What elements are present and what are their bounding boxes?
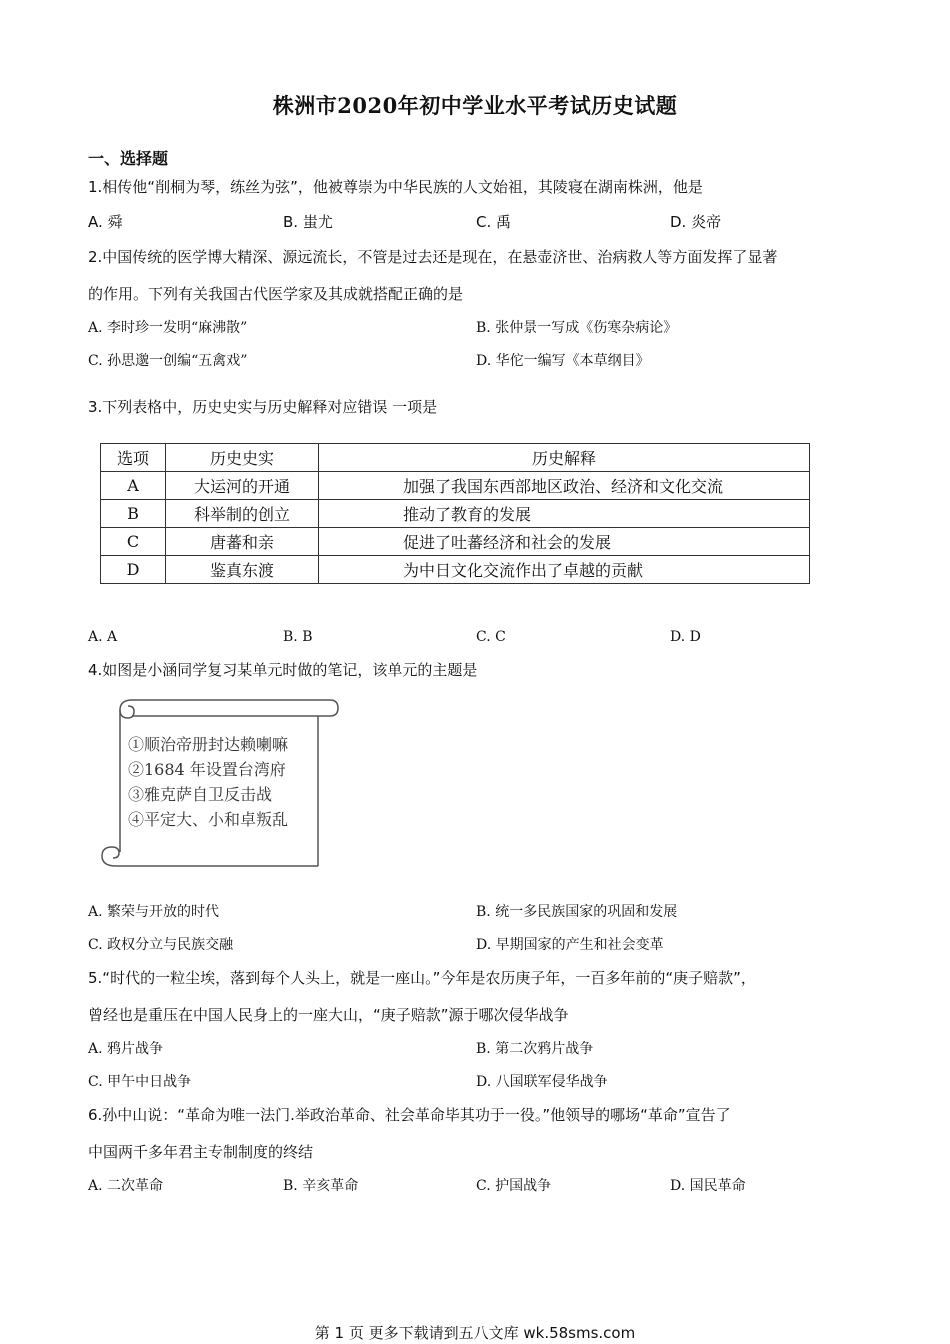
exam-title: 株洲市2020年初中学业水平考试历史试题 <box>272 93 678 118</box>
option-c: C. 甲午中日战争 <box>88 1074 192 1090</box>
table-cell: 大运河的开通 <box>166 472 319 500</box>
table-cell: 促进了吐蕃经济和社会的发展 <box>319 528 810 556</box>
option-d: D. 华佗一编写《本草纲目》 <box>476 353 650 369</box>
option-a: A. A <box>88 629 118 645</box>
option-a: A. 鸦片战争 <box>88 1041 164 1057</box>
table-row <box>101 472 810 500</box>
option-c: C. C <box>476 629 506 645</box>
table-row <box>101 528 810 556</box>
section-heading: 一、选择题 <box>88 149 169 168</box>
option-c: C. 孙思邈一创编“五禽戏” <box>88 353 248 369</box>
option-d: D. 早期国家的产生和社会变革 <box>476 937 664 953</box>
option-c: C. 政权分立与民族交融 <box>88 937 234 953</box>
option-d: D. 八国联军侵华战争 <box>476 1074 608 1090</box>
history-table <box>100 443 810 584</box>
option-b: B. 第二次鸦片战争 <box>476 1041 594 1057</box>
question-1-stem: 1.相传他“削桐为琴，练丝为弦”，他被尊崇为中华民族的人文始祖，其陵寝在湖南株洲，他是 <box>88 178 703 196</box>
question-6-stem-line1: 6.孙中山说：“革命为唯一法门.举政治革命、社会革命毕其功于一役。”他领导的哪场“革命”宣告了 <box>88 1106 731 1124</box>
note-line: ①顺治帝册封达赖喇嘛 <box>128 735 289 754</box>
table-cell: 加强了我国东西部地区政治、经济和文化交流 <box>319 472 810 500</box>
table-cell: 唐蕃和亲 <box>166 528 319 556</box>
table-cell: 为中日文化交流作出了卓越的贡献 <box>319 556 810 584</box>
option-a: A. 繁荣与开放的时代 <box>88 904 220 920</box>
question-2-stem-line2: 的作用。下列有关我国古代医学家及其成就搭配正确的是 <box>88 285 464 303</box>
table-cell: 推动了教育的发展 <box>319 500 810 528</box>
option-b: B. 统一多民族国家的巩固和发展 <box>476 904 678 920</box>
note-line: ③雅克萨自卫反击战 <box>128 785 273 804</box>
option-d: D. 炎帝 <box>670 213 722 231</box>
option-c: C. 禹 <box>476 213 512 231</box>
table-cell: D <box>101 556 166 584</box>
option-a: A. 李时珍一发明“麻沸散” <box>88 320 248 336</box>
question-4-stem: 4.如图是小涵同学复习某单元时做的笔记，该单元的主题是 <box>88 661 478 679</box>
note-line: ④平定大、小和卓叛乱 <box>128 810 289 829</box>
question-3-stem: 3.下列表格中，历史史实与历史解释对应错误 一项是 <box>88 398 438 416</box>
option-d: D. D <box>670 629 701 645</box>
question-5-stem-line1: 5.“时代的一粒尘埃，落到每个人头上，就是一座山。”今年是农历庚子年，一百多年前的“庚子赔款”， <box>88 969 756 987</box>
table-cell: 科举制的创立 <box>166 500 319 528</box>
page-footer: 第 1 页 更多下载请到五八文库 wk.58sms.com <box>314 1324 636 1342</box>
question-2-stem-line1: 2.中国传统的医学博大精深、源远流长，不管是过去还是现在，在悬壶济世、治病救人等方面发挥了显著 <box>88 248 778 266</box>
question-6-stem-line2: 中国两千多年君主专制制度的终结 <box>88 1143 314 1161</box>
scroll-note-text <box>128 732 288 832</box>
option-b: B. 辛亥革命 <box>283 1178 359 1194</box>
option-a: A. 二次革命 <box>88 1178 164 1194</box>
option-d: D. 国民革命 <box>670 1178 746 1194</box>
table-header: 历史史实 <box>166 444 319 472</box>
option-a: A. 舜 <box>88 213 123 231</box>
option-b: B. 蚩尤 <box>283 213 333 231</box>
table-cell: C <box>101 528 166 556</box>
table-header: 历史解释 <box>319 444 810 472</box>
table-row <box>101 500 810 528</box>
note-line: ②1684 年设置台湾府 <box>128 760 286 779</box>
option-c: C. 护国战争 <box>476 1178 552 1194</box>
table-cell: B <box>101 500 166 528</box>
table-row <box>101 556 810 584</box>
table-cell: 鉴真东渡 <box>166 556 319 584</box>
option-b: B. B <box>283 629 313 645</box>
option-b: B. 张仲景一写成《伤寒杂病论》 <box>476 320 678 336</box>
table-cell: A <box>101 472 166 500</box>
table-header-row <box>101 444 810 472</box>
question-5-stem-line2: 曾经也是重压在中国人民身上的一座大山，“庚子赔款”源于哪次侵华战争 <box>88 1006 569 1024</box>
table-header: 选项 <box>101 444 166 472</box>
